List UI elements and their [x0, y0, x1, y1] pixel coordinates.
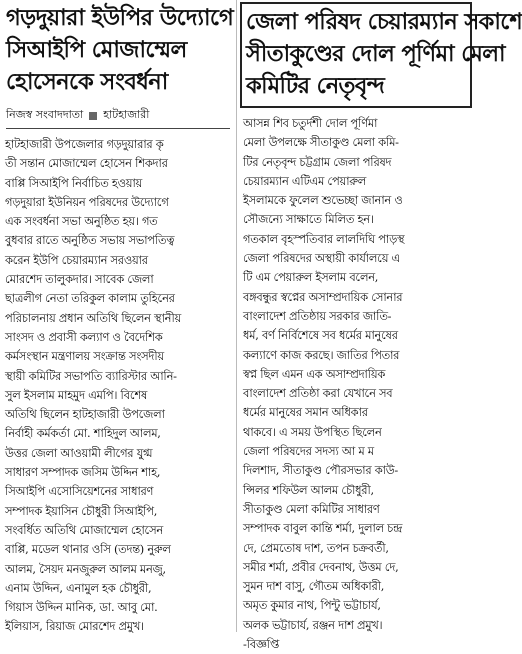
body-text-line: বাপ্পি, মডেল থানার ওসি (তদন্ত) নুরুল	[5, 542, 171, 557]
body-text-line: সাধারণ সম্পাদক জসিম উদ্দিন শাহ,	[5, 465, 161, 480]
right-article	[240, 0, 522, 652]
body-text-line: চেয়ারম্যান এটিএম পেয়ারুল	[243, 173, 366, 188]
body-text-line: কল্যাণে কাজ করছে। জাতির পিতার	[243, 347, 400, 362]
body-text-line: এনাম উদ্দিন, এনামুল হক চৌধুরী,	[5, 580, 152, 595]
body-text-line: হাটহাজারী উপজেলার গড়দুয়ারার কৃ	[5, 137, 164, 151]
body-text-line: সুল ইসলাম মাহমুদ এমপি। বিশেষ	[5, 387, 147, 402]
left-headline	[2, 0, 234, 98]
body-text-line: স্থায়ী কমিটির সভাপতি ব্যারিস্টার আনি-	[5, 368, 177, 383]
column-divider	[236, 0, 237, 632]
body-text-line: টি এম পেয়ারুল ইসলাম বলেন,	[243, 270, 379, 285]
headline-line: সীতাকুণ্ডের দোল পূর্ণিমা মেলা	[246, 41, 505, 67]
body-text-line: সাংসদ ও প্রবাসী কল্যাণ ও বৈদেশিক	[5, 329, 163, 344]
body-text-line: কর্মসংস্থান মন্ত্রণালয় সংক্রান্ত সংসদীয়	[5, 349, 164, 364]
body-text-line: গিয়াস উদ্দিন মানিক, ডা. আবু মো.	[5, 600, 158, 615]
body-text-line: বাপ্পি সিআইপি নির্বাচিত হওয়ায়	[5, 175, 142, 190]
body-text-line: জেলা পরিষদের সদস্য আ ম ম	[243, 444, 374, 459]
body-text-line: অতিথি ছিলেন হাটহাজারী উপজেলা	[5, 407, 165, 422]
body-text-line: আলম, সৈয়দ মনজুরুল আলম মনজু,	[5, 561, 166, 576]
body-text-line: সম্পাদক বাবুল কান্তি শর্মা, দুলাল চন্দ্র	[243, 521, 403, 536]
body-text-line: অমৃত কুমার নাথ, পিন্টু ভট্টাচার্য,	[243, 598, 381, 613]
body-text-line: বাংলাদেশ প্রতিষ্ঠা করা যেখানে সব	[243, 386, 393, 401]
body-text-line: সম্পাদক ইয়াসিন চৌধুরী সিআইপি,	[5, 503, 158, 518]
body-text-line: সৌজন্যে সাক্ষাতে মিলিত হন।	[243, 212, 374, 227]
body-text-line: সংবর্ধিত অতিথি মোজাম্মেল হোসেন	[5, 522, 163, 537]
body-text-line: ধর্ম, বর্ণ নির্বিশেষে সব ধর্মের মানুষের	[243, 328, 398, 343]
body-text-line: বাংলাদেশ প্রতিষ্ঠায় সরকার জাতি-	[243, 308, 392, 323]
body-text-line: অলক ভট্টাচার্য, রঞ্জন দাশ প্রমুখ।	[243, 617, 383, 632]
body-text-line: করেন ইউপি চেয়ারম্যান সরওয়ার	[5, 252, 148, 267]
body-text-line: ইলিয়াস, রিয়াজ মোরশেদ প্রমুখ।	[5, 619, 144, 634]
body-text-line: টির নেতৃবৃন্দ চট্টগ্রাম জেলা পরিষদ	[243, 154, 392, 169]
body-text-line: গড়দুয়ারা ইউনিয়ন পরিষদের উদ্যোগে	[5, 194, 169, 209]
headline-line: কমিটির নেতৃবৃন্দ	[246, 73, 385, 99]
headline-line: হোসেনকে সংবর্ধনা	[6, 69, 168, 95]
right-article-body	[240, 114, 474, 654]
separator-square-icon	[89, 112, 97, 120]
body-text-line: ছাত্রলীগ নেতা তরিকুল কালাম তুহিনের	[5, 291, 175, 306]
dateline-location: হাটহাজারী	[103, 108, 150, 121]
body-text-line: নির্বাহী কর্মকর্তা মো. শাহিদুল আলম,	[5, 426, 161, 441]
body-text-line: জেলা পরিষদের অস্থায়ী কার্যালয়ে এ	[243, 251, 400, 266]
left-article-body	[2, 135, 234, 637]
body-text-line: ন্সিলর শফিউল আলম চৌধুরী,	[243, 482, 374, 497]
body-text-line: এক সংবর্ধনা সভা অনুষ্ঠিত হয়। গত	[5, 214, 158, 229]
body-text-line: মেলা উপলক্ষে সীতাকুণ্ড মেলা কমি-	[243, 135, 399, 150]
body-text-line: ইসলামকে ফুলেল শুভেচ্ছা জানান ও	[243, 193, 403, 208]
body-text-line: তী সন্তান মোজাম্মেল হোসেন শিকদার	[5, 156, 168, 171]
body-text-line: সমীর শর্মা, প্রবীর দেবনাথ, উত্তম দে,	[243, 559, 399, 574]
body-text-line: বুধবার রাতে অনুষ্ঠিত সভায় সভাপতিত্ব	[5, 233, 175, 248]
body-text-line: মোরশেদ তালুকদার। সাবেক জেলা	[5, 272, 154, 287]
body-text-line: পরিচালনায় প্রধান অতিথি ছিলেন স্থানীয়	[5, 310, 181, 325]
body-text-line: থাকবে। এ সময় উপস্থিত ছিলেন	[243, 424, 382, 439]
reporter-credit: নিজস্ব সংবাদদাতা	[6, 108, 84, 121]
body-text-line: সিআইপি এসোসিয়েশনের সাধারণ	[5, 484, 154, 499]
body-text-line: বঙ্গবন্ধুর স্বপ্নের অসাম্প্রদায়িক সোনার	[243, 289, 403, 304]
body-text-line: আসন্ন শিব চতুর্দশী দোল পূর্ণিমা	[243, 116, 378, 130]
headline-line: জেলা পরিষদ চেয়ারম্যান সকাশে	[246, 9, 522, 35]
headline-line: সিআইপি মোজাম্মেল	[6, 37, 187, 63]
body-text-line: সীতাকুণ্ড মেলা কমিটির সাধারণ	[243, 501, 380, 516]
body-text-line: দে, প্রেমতোষ দাশ, তপন চক্রবর্তী,	[243, 540, 389, 555]
body-text-line: সুমন দাশ বাসু, গৌতম অধিকারী,	[243, 579, 385, 594]
byline	[6, 106, 230, 129]
body-text-line: ধর্মের মানুষের সমান অধিকার	[243, 405, 368, 420]
headline-line: গড়দুয়ারা ইউপির উদ্যোগে	[6, 5, 234, 31]
body-text-line: -বিজ্ঞপ্তি	[243, 637, 279, 652]
right-headline	[240, 2, 522, 108]
body-text-line: স্বপ্ন ছিল এমন এক অসাম্প্রদায়িক	[243, 366, 386, 381]
body-text-line: গতকাল বৃহস্পতিবার লালদিঘি পাড়স্থ	[243, 231, 405, 246]
body-text-line: দিলশাদ, সীতাকুণ্ড পৌরসভার কাউ-	[243, 463, 398, 478]
left-article	[2, 0, 234, 632]
body-text-line: উত্তর জেলা আওয়ামী লীগের যুগ্ম	[5, 445, 153, 460]
